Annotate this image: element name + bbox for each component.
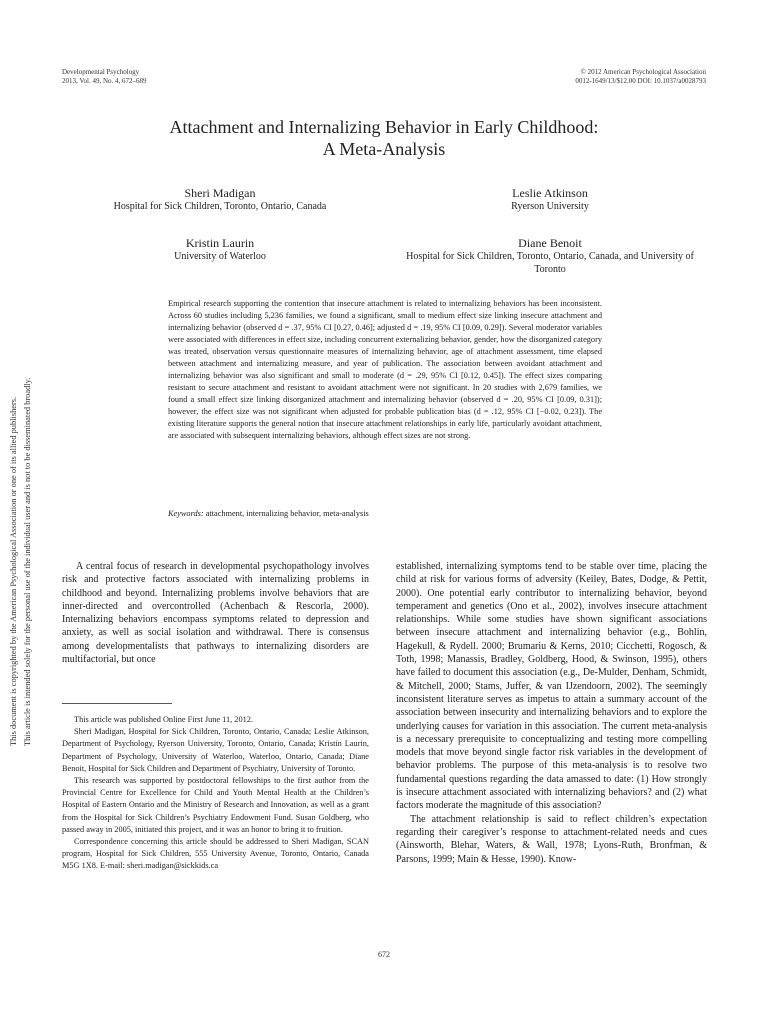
title-line-1: Attachment and Internalizing Behavior in Early Childhood: xyxy=(169,117,599,137)
author-name: Leslie Atkinson xyxy=(512,186,588,200)
footnote-divider xyxy=(62,703,172,704)
footnotes xyxy=(62,714,369,873)
footnote: Correspondence concerning this article should be addressed to Sheri Madigan, SCAN program, Hospital for Sick Children, 555 University Avenue, Toronto, Ontario, Canada M5G 1X8. E-mail: sheri.madigan@sickkids.ca xyxy=(62,837,369,871)
abstract xyxy=(168,298,602,442)
body-paragraph: established, internalizing symptoms tend to be stable over time, placing the child at risk for various forms of adversity (Keiley, Bates, Dodge, & Pettit, 2000). One potential early contributor to internalizing behavior, beyond temperament and genetics (Ono et al., 2002), involves insecure attachment relationships. While some studies have shown significant associations between insecure attachment and internalizing behavior (e.g., Bohlin, Hagekull, & Rydell. 2000; Brumariu & Kerns, 2010; Cicchetti, Rogosch, & Toth, 1998; Manassis, Bradley, Goldberg, Hood, & Swinson, 1995), others have failed to document this association (e.g., De-Mulder, Denham, Schmidt, & Mitchell, 2000; Stams, Juffer, & van IJzendoorn, 2002). The seemingly inconsistent literature serves as impetus to attain a summary account of the association between insecurity and internalizing behaviors and to explore the underlying causes for variation in this association. The current meta-analysis is a necessary prerequisite to conceptualizing and testing more compelling models that move beyond single factor risk variables in the development of behavior problems. The purpose of this meta-analysis is to resolve two fundamental questions regarding the data amassed to date: (1) How strongly is insecure attachment associated with internalizing behaviors? and (2) what factors moderate the magnitude of this association? xyxy=(396,561,707,812)
body-column-left xyxy=(62,560,369,666)
author-block-3 xyxy=(80,236,360,263)
author-name: Diane Benoit xyxy=(518,236,582,250)
keywords-text: attachment, internalizing behavior, meta-analysis xyxy=(205,509,369,518)
body-paragraph: The attachment relationship is said to reflect children’s expectation regarding their caregiver’s response to attachment-related needs and cues (Ainsworth, Blehar, Waters, & Wall, 1978; Lyons-Ruth, Bronfman, & Parsons, 1999; Main & Hesse, 1990). Know- xyxy=(396,813,707,865)
keywords xyxy=(168,508,602,520)
author-affiliation: Ryerson University xyxy=(511,201,589,212)
author-affiliation: Hospital for Sick Children, Toronto, Ontario, Canada, and University of Toronto xyxy=(406,251,694,275)
body-paragraph: A central focus of research in developmental psychopathology involves risk and protective factors associated with internalizing problems in childhood and beyond. Internalizing problems involve behaviors that are inner-directed and overcontrolled (Achenbach & Rescorla, 2000). Internalizing behaviors encompass symptoms related to depression and anxiety, as well as social isolation and withdrawal. There is consensus among developmentalists that pathways to internalizing disorders are multifactorial, but once xyxy=(62,561,369,666)
author-name: Sheri Madigan xyxy=(184,186,256,200)
author-name: Kristin Laurin xyxy=(185,236,255,250)
author-affiliation: University of Waterloo xyxy=(174,251,266,262)
title-line-2: A Meta-Analysis xyxy=(322,139,446,159)
doi-line: 0012-1649/13/$12.00 DOI: 10.1037/a0028793 xyxy=(575,77,706,85)
journal-name: Developmental Psychology xyxy=(62,68,140,76)
page-number: 672 xyxy=(378,950,390,959)
footnote: This research was supported by postdoctoral fellowships to the first author from the Provincial Centre for Excellence for Child and Youth Mental Health at the Children’s Hospital of Eastern Ontario and the Ministry of Research and Innovation, as well as a grant from the Hospital for Sick Children’s Psychiatry Endowment Fund. Susan Goldberg, who passed away in 2005, initiated this project, and it was an honor to bring it to fruition. xyxy=(62,776,369,834)
body-column-right xyxy=(396,560,707,866)
usage-side-notice: This article is intended solely for the personal use of the individual user and is not to be disseminated broadly. xyxy=(23,377,32,746)
footnote: This article was published Online First June 11, 2012. xyxy=(74,715,253,724)
publisher-info xyxy=(430,68,706,86)
author-affiliation: Hospital for Sick Children, Toronto, Ontario, Canada xyxy=(113,201,327,212)
author-block-1 xyxy=(80,186,360,213)
footnote: Sheri Madigan, Hospital for Sick Children, Toronto, Ontario, Canada; Leslie Atkinson, Department of Psychology, Ryerson University, Toronto, Ontario, Canada; Kristin Laurin, Department of Psychology, University of Waterloo, Waterloo, Ontario, Canada; Diane Benoit, Hospital for Sick Children and Department of Psychiatry, University of Toronto. xyxy=(62,727,369,773)
author-block-4 xyxy=(405,236,695,276)
abstract-text: Empirical research supporting the contention that insecure attachment is related to internalizing behaviors has been inconsistent. Across 60 studies including 5,236 families, we found a significant, small to medium effect size linking insecure attachment and internalizing behavior (observed d = .37, 95% CI [0.27, 0.46]; adjusted d = .19, 95% CI [0.09, 0.29]). Several moderator variables were associated with differences in effect size, including concurrent externalizing behavior, gender, how the disorganized category was treated, observation versus questionnaire measures of internalizing behavior, age of attachment assessment, time elapsed between attachment and internalizing measure, and year of publication. The association between avoidant attachment and internalizing behavior was also significant and small to moderate (d = .29, 95% CI [0.12, 0.45]). The effect sizes comparing resistant to secure attachment and resistant to avoidant attachment were not significant. In 20 studies with 2,679 families, we found a small effect size linking disorganized attachment and internalizing behavior (observed d = .20, 95% CI [0.09, 0.31]); however, the effect size was not significant when adjusted for probable publication bias (d = .12, 95% CI [−0.02, 0.23]). The existing literature supports the general notion that insecure attachment relationships in early life, particularly avoidant attachment, are associated with subsequent internalizing behaviors, although effect sizes are not strong. xyxy=(168,299,602,440)
journal-volume: 2013, Vol. 49, No. 4, 672–689 xyxy=(62,77,147,85)
copyright-line: © 2012 American Psychological Association xyxy=(580,68,706,76)
author-block-2 xyxy=(400,186,700,213)
keywords-label: Keywords: xyxy=(168,509,204,518)
journal-info xyxy=(62,68,147,86)
article-title xyxy=(60,116,708,160)
copyright-side-notice: This document is copyrighted by the American Psychological Association or one of its allied publishers. xyxy=(9,396,18,746)
